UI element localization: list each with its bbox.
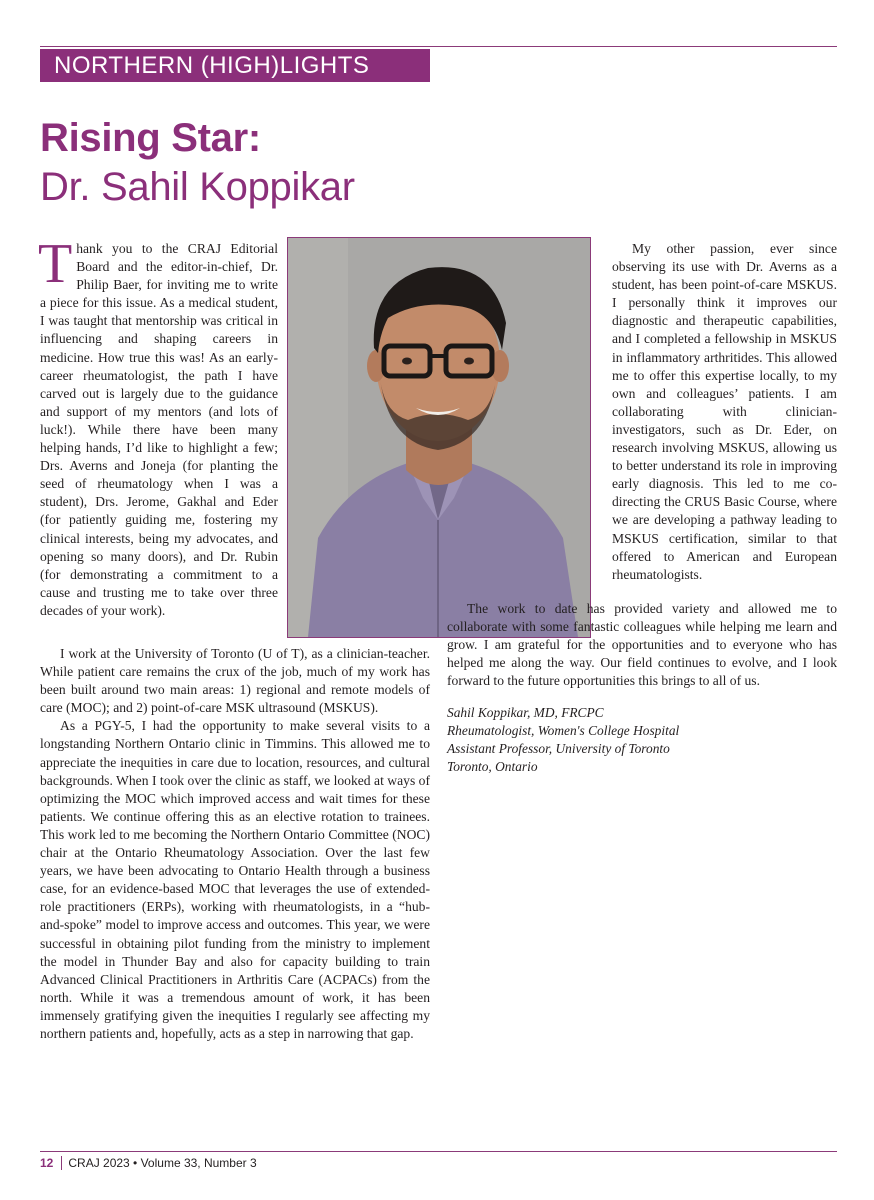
left-column-continued: [40, 645, 430, 1043]
drop-cap: T: [38, 233, 73, 295]
clinician-teacher-paragraph: I work at the University of Toronto (U of T), as a clinician-teacher. While patient care remains the crux of the job, much of my work has been built around two main areas: 1) regional and remote models of care (MOC); and 2) point-of-care MSK ultrasound (MSKUS).: [40, 646, 430, 716]
intro-text: hank you to the CRAJ Editorial Board and the editor-in-chief, Dr. Philip Baer, for inviting me to write a piece for this issue. As a medical student, I was taught that mentorship was critical in influencing and shaping careers in medicine. How true this was! As an early-career rheumatologist, the path I have carved out is largely due to the guidance and support of my mentors (and lots of luck!). While there have been many helping hands, I’d like to highlight a few; Drs. Averns and Joneja (for planting the seed of rheumatology when I was a student), Drs. Jerome, Gakhal and Eder (for patiently guiding me, fostering my clinical interests, being my advocates, and opening so many doors), and Dr. Rubin (for demonstrating a commitment to a cause and trusting me to take over three decades of your work).: [40, 241, 278, 618]
article-title: [40, 114, 355, 212]
intro-paragraph: [38, 233, 278, 620]
closing-block: [447, 600, 837, 690]
signature-affiliation: Assistant Professor, University of Toronto: [447, 741, 670, 756]
journal-info: CRAJ 2023 • Volume 33, Number 3: [68, 1156, 257, 1170]
portrait-illustration: [288, 238, 590, 637]
signature-name: Sahil Koppikar, MD, FRCPC: [447, 705, 604, 720]
signature-location: Toronto, Ontario: [447, 759, 538, 774]
left-column: [38, 233, 278, 620]
portrait-photo: [287, 237, 591, 638]
northern-ontario-paragraph: As a PGY-5, I had the opportunity to make several visits to a longstanding Northern Ontario clinic in Timmins. This allowed me to appreciate the inequities in care due to location, resources, and cultural backgrounds. When I took over the clinic as staff, we looked at ways of optimizing the MOC which improved access and wait times for these patients. We continue offering this as an elective rotation to trainees. This work led to me becoming the Northern Ontario Committee (NOC) chair at the Ontario Rheumatology Association. Over the last few years, we have been advocating to Ontario Health through a business case, for an evidence-based MOC that leverages the use of extended-role practitioners (ERPs), working with rheumatologists, in a “hub-and-spoke” model to improve access and outcomes. This year, we were successful in obtaining pilot funding from the ministry to implement the model in Thunder Bay and also for capacity building to train Advanced Clinical Practitioners in Arthritis Care (ACPACs) from the north. While it was a tremendous amount of work, it has been immensely gratifying given the inequities I regularly see affecting my northern patients and, hopefully, acts as a step in narrowing that gap.: [40, 718, 430, 1041]
signature-role: Rheumatologist, Women's College Hospital: [447, 723, 680, 738]
bottom-rule: [40, 1151, 837, 1152]
page-number: 12: [40, 1156, 62, 1170]
closing-paragraph: The work to date has provided variety and allowed me to collaborate with some fantastic colleagues while helping me learn and grow. I am grateful for the opportunities and to everyone who has helped me along the way. Our field continues to evolve, and I look forward to the future opportunities this brings to all of us.: [447, 601, 837, 689]
top-rule: [40, 46, 837, 47]
mskus-paragraph: My other passion, ever since observing its use with Dr. Averns as a student, has been point-of-care MSKUS. I personally think it improves our diagnostic and therapeutic capabilities, and I completed a fellowship in MSKUS in inflammatory arthritides. This allowed me to offer this expertise locally, to my own and colleagues’ patients. I am collaborating with clinician-investigators, such as Dr. Eder, on research involving MSKUS, allowing us to better understand its role in improving early diagnosis. This led to me co-directing the CRUS Basic Course, where we are developing a pathway leading to MSKUS certification, similar to that offered to American and European rheumatologists.: [612, 241, 837, 582]
title-line-2: Dr. Sahil Koppikar: [40, 165, 355, 209]
author-signature: [447, 704, 679, 776]
title-line-1: Rising Star:: [40, 116, 261, 160]
page-footer: [40, 1156, 257, 1170]
section-banner: NORTHERN (HIGH)LIGHTS: [40, 49, 430, 82]
right-column: [612, 240, 837, 584]
